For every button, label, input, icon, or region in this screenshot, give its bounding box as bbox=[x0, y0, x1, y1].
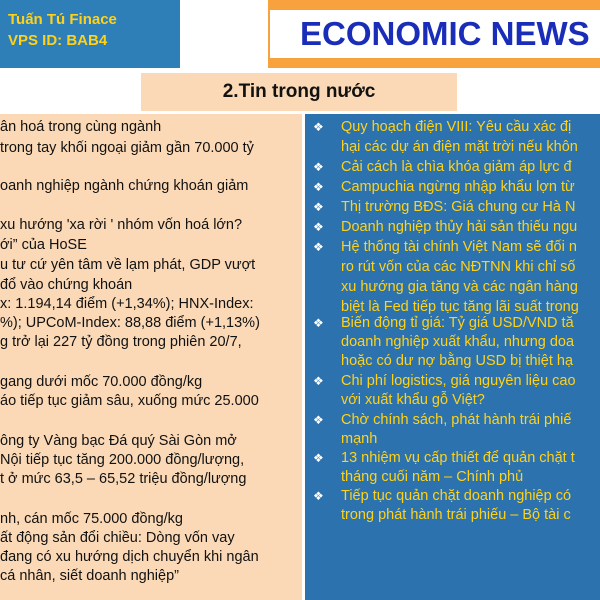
right-news-line: mạnh bbox=[341, 431, 378, 447]
right-news-line: Thị trường BĐS: Giá chung cư Hà N bbox=[341, 199, 576, 215]
diamond-bullet-icon: ❖ bbox=[313, 200, 324, 214]
right-news-line: Chờ chính sách, phát hành trái phiế bbox=[341, 412, 572, 428]
right-news-line: tháng cuối năm – Chính phủ bbox=[341, 469, 524, 485]
right-news-line: ro rút vốn của các NĐTNN khi chỉ số bbox=[341, 259, 576, 275]
header-brand-box bbox=[0, 0, 180, 68]
diamond-bullet-icon: ❖ bbox=[313, 160, 324, 174]
diamond-bullet-icon: ❖ bbox=[313, 489, 324, 503]
diamond-bullet-icon: ❖ bbox=[313, 413, 324, 427]
diamond-bullet-icon: ❖ bbox=[313, 316, 324, 330]
diamond-bullet-icon: ❖ bbox=[313, 374, 324, 388]
left-news-line: t ở mức 63,5 – 65,52 triệu đồng/lượng bbox=[0, 471, 247, 487]
right-news-line: Hệ thống tài chính Việt Nam sẽ đối n bbox=[341, 239, 577, 255]
left-news-line: ất động sản đổi chiều: Dòng vốn vay bbox=[0, 530, 235, 546]
right-news-line: Chi phí logistics, giá nguyên liệu cao bbox=[341, 373, 576, 389]
right-news-panel bbox=[305, 114, 600, 600]
left-news-panel bbox=[0, 114, 302, 600]
right-news-line: Doanh nghiệp thủy hải sản thiếu ngu bbox=[341, 219, 578, 235]
right-news-line: Cải cách là chìa khóa giảm áp lực đ bbox=[341, 159, 572, 175]
left-news-line: u tư cứ yên tâm về lạm phát, GDP vượt bbox=[0, 257, 256, 273]
right-news-line: doanh nghiệp xuất khẩu, nhưng doa bbox=[341, 334, 575, 350]
header-banner-box bbox=[268, 0, 600, 68]
left-news-line: đang có xu hướng dịch chuyển khi ngân bbox=[0, 549, 259, 565]
right-news-line: trong phát hành trái phiếu – Bộ tài c bbox=[341, 507, 571, 523]
left-news-line: trong tay khối ngoại giảm gần 70.000 tỷ bbox=[0, 140, 254, 156]
diamond-bullet-icon: ❖ bbox=[313, 220, 324, 234]
left-news-line: gang dưới mốc 70.000 đồng/kg bbox=[0, 374, 203, 390]
right-news-line: Campuchia ngừng nhập khẩu lợn từ bbox=[341, 179, 575, 195]
left-news-line: %); UPCoM-Index: 88,88 điểm (+1,13%) bbox=[0, 315, 260, 331]
banner-title: ECONOMIC NEWS bbox=[270, 10, 600, 58]
right-news-line: biệt là Fed tiếp tục tăng lãi suất trong bbox=[341, 299, 579, 315]
left-news-line: ới” của HoSE bbox=[0, 237, 87, 253]
left-news-line: áo tiếp tục giảm sâu, xuống mức 25.000 bbox=[0, 393, 259, 409]
right-news-line: Quy hoạch điện VIII: Yêu cầu xác đị bbox=[341, 119, 572, 135]
left-news-line: ân hoá trong cùng ngành bbox=[0, 119, 162, 135]
right-news-line: Tiếp tục quản chặt doanh nghiệp có bbox=[341, 488, 572, 504]
left-news-line: ông ty Vàng bạc Đá quý Sài Gòn mở bbox=[0, 433, 237, 449]
left-news-line: nh, cán mốc 75.000 đồng/kg bbox=[0, 511, 183, 527]
left-news-line: oanh nghiệp ngành chứng khoán giảm bbox=[0, 178, 249, 194]
right-news-line: xu hướng gia tăng và các ngân hàng bbox=[341, 279, 578, 295]
right-news-line: Biến động tỉ giá: Tỷ giá USD/VND tă bbox=[341, 315, 574, 331]
left-news-line: Nội tiếp tục tăng 200.000 đồng/lượng, bbox=[0, 452, 245, 468]
right-news-line: với xuất khẩu gỗ Việt? bbox=[341, 392, 485, 408]
diamond-bullet-icon: ❖ bbox=[313, 120, 324, 134]
left-news-line: cá nhân, siết doanh nghiệp” bbox=[0, 568, 179, 584]
left-news-line: xu hướng 'xa rời ' nhóm vốn hoá lớn? bbox=[0, 217, 243, 233]
vps-id: VPS ID: BAB4 bbox=[8, 32, 108, 49]
left-news-line: đổ vào chứng khoán bbox=[0, 277, 133, 293]
left-news-line: x: 1.194,14 điểm (+1,34%); HNX-Index: bbox=[0, 296, 254, 312]
right-news-line: hoặc có dư nợ bằng USD bị thiệt hạ bbox=[341, 353, 574, 369]
diamond-bullet-icon: ❖ bbox=[313, 180, 324, 194]
left-news-line: g trở lại 227 tỷ đồng trong phiên 20/7, bbox=[0, 334, 242, 350]
right-news-line: hại các dự án điện mặt trời nếu khôn bbox=[341, 139, 578, 155]
right-news-line: 13 nhiệm vụ cấp thiết để quản chặt t bbox=[341, 450, 575, 466]
diamond-bullet-icon: ❖ bbox=[313, 451, 324, 465]
diamond-bullet-icon: ❖ bbox=[313, 240, 324, 254]
brand-name: Tuấn Tú Finace bbox=[8, 11, 117, 28]
section-title: 2.Tin trong nước bbox=[141, 73, 457, 111]
